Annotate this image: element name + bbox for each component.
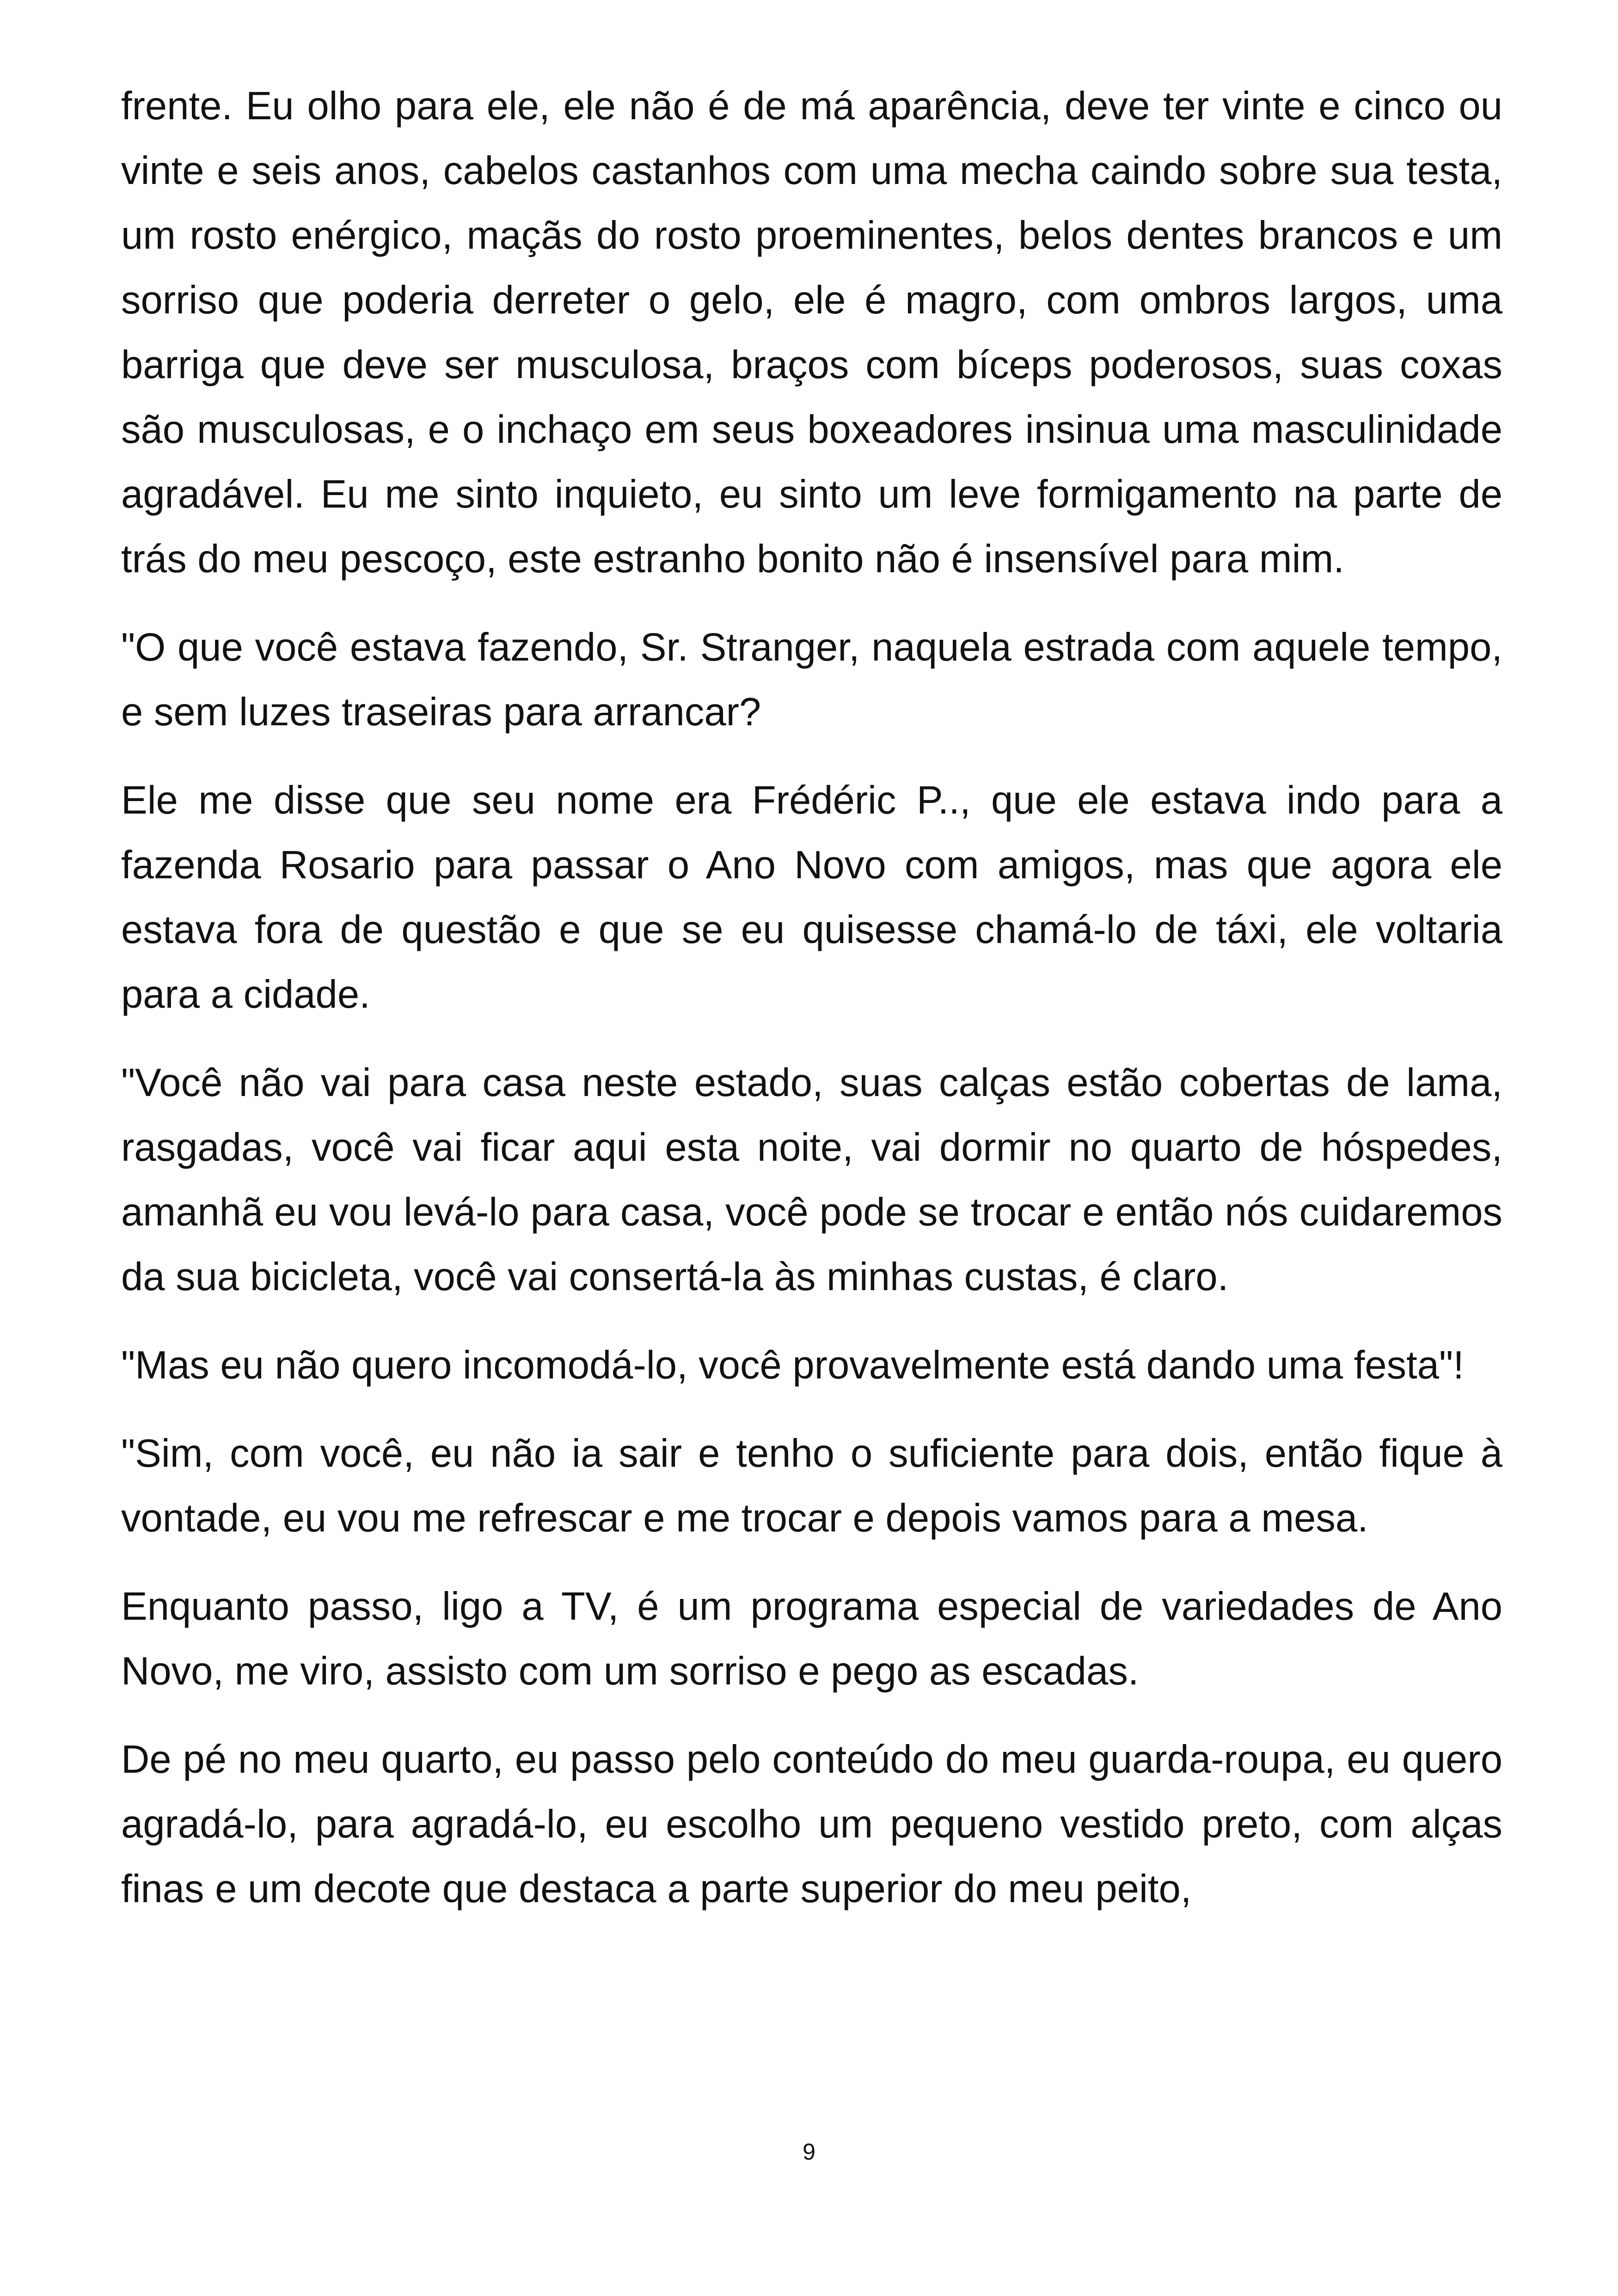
paragraph: "O que você estava fazendo, Sr. Stranger, naquela estrada com aquele tempo, e sem luzes traseiras para arrancar?: [121, 625, 1502, 734]
body-text: [121, 74, 1502, 1945]
paragraph: "Mas eu não quero incomodá-lo, você provavelmente está dando uma festa"!: [121, 1343, 1464, 1387]
paragraph: Ele me disse que seu nome era Frédéric P.., que ele estava indo para a fazenda Rosario para passar o Ano Novo com amigos, mas que agora ele estava fora de questão e que se eu quisesse chamá-lo de táxi, ele voltaria para a cidade.: [121, 778, 1502, 1016]
paragraph: frente. Eu olho para ele, ele não é de má aparência, deve ter vinte e cinco ou vinte e seis anos, cabelos castanhos com uma mecha caindo sobre sua testa, um rosto enérgico, maçãs do rosto proeminentes, belos dentes brancos e um sorriso que poderia derreter o gelo, ele é magro, com ombros largos, uma barriga que deve ser musculosa, braços com bíceps poderosos, suas coxas são musculosas, e o inchaço em seus boxeadores insinua uma masculinidade agradável. Eu me sinto inquieto, eu sinto um leve formigamento na parte de trás do meu pescoço, este estranho bonito não é insensível para mim.: [121, 84, 1502, 581]
paragraph: "Você não vai para casa neste estado, suas calças estão cobertas de lama, rasgadas, você vai ficar aqui esta noite, vai dormir no quarto de hóspedes, amanhã eu vou levá-lo para casa, você pode se trocar e então nós cuidaremos da sua bicicleta, você vai consertá-la às minhas custas, é claro.: [121, 1061, 1502, 1299]
paragraph: Enquanto passo, ligo a TV, é um programa especial de variedades de Ano Novo, me viro, assisto com um sorriso e pego as escadas.: [121, 1585, 1502, 1693]
page-number: 9: [803, 2139, 815, 2165]
paragraph: De pé no meu quarto, eu passo pelo conteúdo do meu guarda-roupa, eu quero agradá-lo, para agradá-lo, eu escolho um pequeno vestido preto, com alças finas e um decote que destaca a parte superior do meu peito,: [121, 1738, 1502, 1911]
paragraph: "Sim, com você, eu não ia sair e tenho o suficiente para dois, então fique à vontade, eu vou me refrescar e me trocar e depois vamos para a mesa.: [121, 1432, 1502, 1540]
